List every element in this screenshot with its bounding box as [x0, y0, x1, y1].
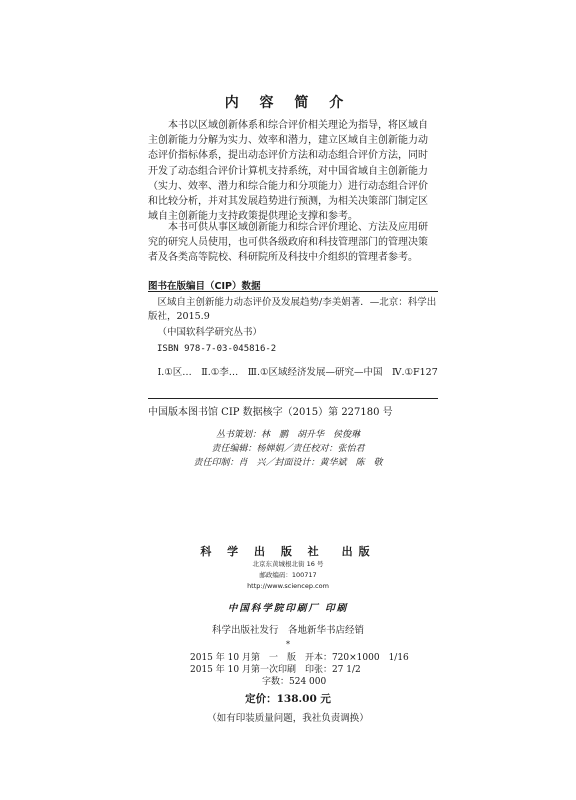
- publisher-website: http://www.sciencep.com: [247, 582, 329, 590]
- summary-paragraph-1: 本书以区域创新体系和综合评价相关理论为指导，将区域自主创新能力分解为实力、效率和潜力，建立区域自主创新能力动态评价指标体系，提出动态评价方法和动态组合评价方法，同时开发了动态组合评价计算机支持系统，对中国省域自主创新能力（实力、效率、潜力和综合能力和分项能力）进行动态组合评价和比较分析，并对其发展趋势进行预测，为相关决策部门制定区域自主创新能力支持政策提供理论支撑和参考。: [148, 120, 428, 223]
- publisher-address: 北京东黄城根北街 16 号: [252, 560, 324, 568]
- summary-paragraph-2: 本书可供从事区域创新能力和综合评价理论、方法及应用研究的研究人员使用，也可供各级政府和科技管理部门的管理决策者及各类高等院校、科研院所及科技中介组织的管理者参考。: [148, 222, 428, 264]
- summary-title: 内 容 简 介: [224, 95, 352, 111]
- cip-isbn: ISBN 978-7-03-045816-2: [157, 344, 277, 354]
- quality-note: （如有印装质量问题，我社负责调换）: [207, 713, 369, 724]
- separator-star: *: [286, 640, 290, 649]
- publisher-postcode: 邮政编码：100717: [259, 571, 317, 579]
- printer-name: 中国科学院印刷厂 印刷: [227, 603, 349, 614]
- printing-line: 2015 年 10 月第一次印刷 印张：27 1/2: [190, 665, 361, 675]
- cip-data-number: 中国版本图书馆 CIP 数据核字（2015）第 227180 号: [148, 407, 393, 418]
- cip-classification: Ⅰ.①区… Ⅱ.①李… Ⅲ.①区域经济发展—研究—中国 Ⅳ.①F127: [157, 367, 438, 378]
- cip-description: 区域自主创新能力动态评价及发展趋势/李美娟著．—北京：科学出版社，2015.9: [148, 297, 437, 322]
- publisher-name: 科 学 出 版 社 出版: [200, 545, 376, 558]
- cip-series: （中国软科学研究丛书）: [157, 327, 263, 338]
- edition-line: 2015 年 10 月第 一 版 开本：720×1000 1/16: [190, 653, 409, 663]
- credits-editing: 责任编辑：杨婵娟／责任校对：张怡君: [211, 444, 365, 454]
- credits-planning: 丛书策划：林 鹏 胡升华 侯俊琳: [215, 430, 360, 440]
- credits-production: 责任印制：肖 兴／封面设计：黄华斌 陈 敬: [193, 458, 383, 468]
- cip-top-rule: [148, 291, 438, 292]
- price: 定价：138.00 元: [245, 693, 331, 705]
- word-count: 字数：524 000: [262, 677, 327, 687]
- distribution-line: 科学出版社发行 各地新华书店经销: [211, 625, 364, 636]
- cip-bottom-rule: [148, 398, 438, 399]
- cip-header: 图书在版编目（CIP）数据: [148, 281, 261, 292]
